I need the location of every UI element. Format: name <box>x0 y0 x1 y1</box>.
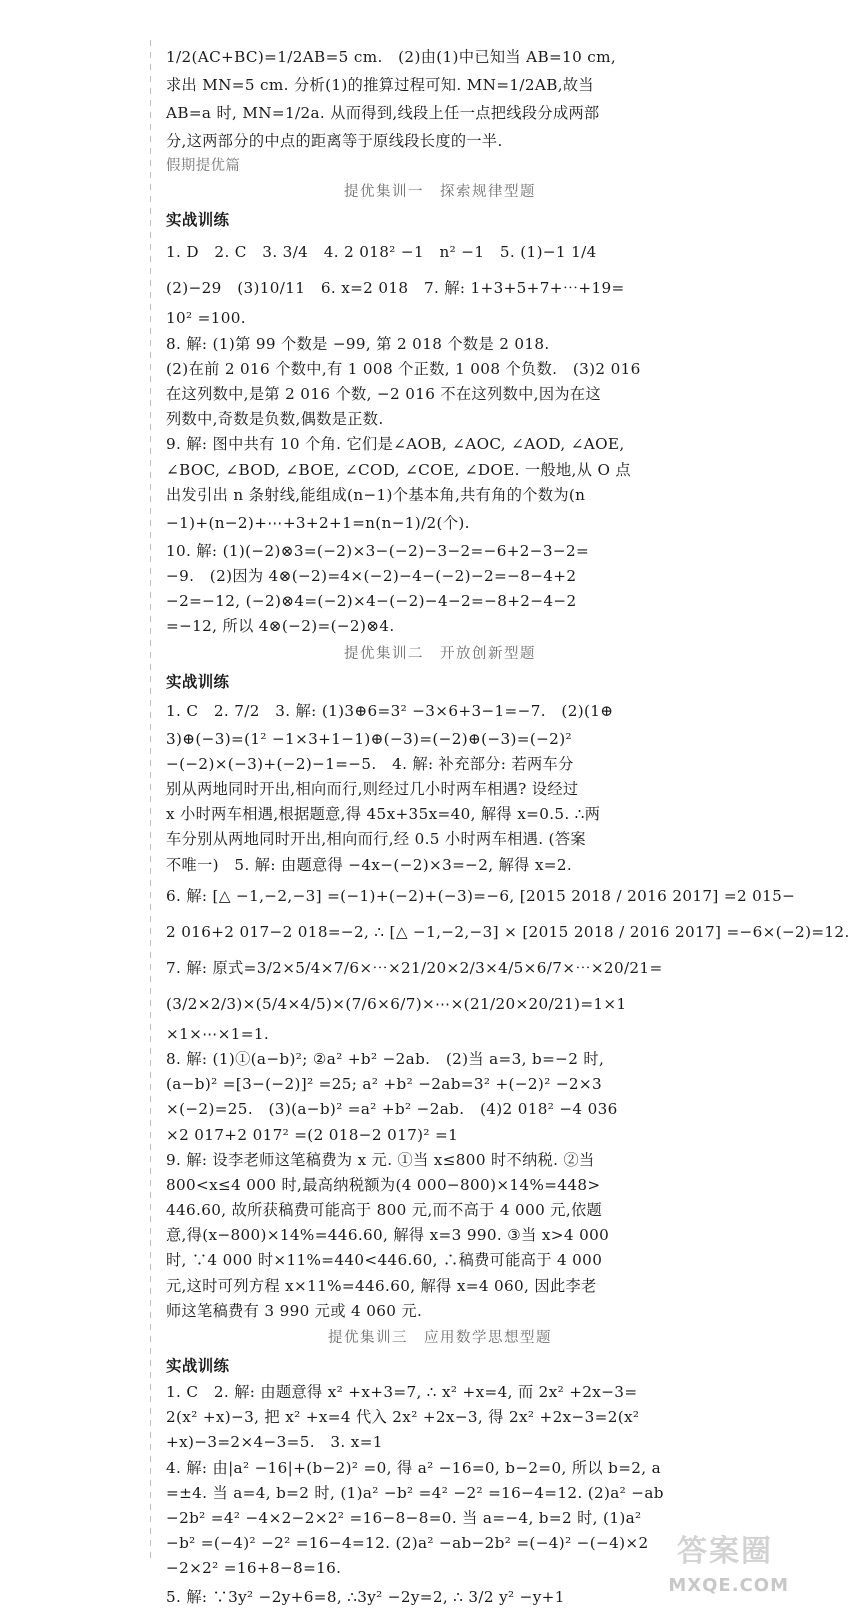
text-line: 别从两地同时开出,相向而行,则经过几小时两车相遇? 设经过 <box>166 780 579 798</box>
practice-heading-1: 实战训练 <box>166 211 230 230</box>
text-line: 8. 解: (1)①(a−b)²; ②a² +b² −2ab. (2)当 a=3, b=−2 时, <box>166 1049 605 1068</box>
text-line: 时, ∵4 000 时×11%=440<446.60, ∴稿费可能高于 4 000 <box>166 1251 603 1270</box>
text-line: 446.60, 故所获稿费可能高于 800 元,而不高于 4 000 元,依题 <box>166 1201 603 1220</box>
text-line: (2)在前 2 016 个数中,有 1 008 个正数, 1 008 个负数. (3)2 016 <box>166 359 641 378</box>
text-line: −2×2² =16+8−8=16. <box>166 1559 342 1578</box>
text-line: −b² =(−4)² −2² =16−4=12. (2)a² −ab−2b² =(−4)² −(−4)×2 <box>166 1534 649 1553</box>
text-line: 1. C 2. 7/2 3. 解: (1)3⊕6=3² −3×6+3−1=−7. (2)(1⊕ <box>166 701 614 720</box>
holiday-tag: 假期提优篇 <box>166 158 241 175</box>
practice-heading-2: 实战训练 <box>166 672 230 691</box>
text-line: 列数中,奇数是负数,偶数是正数. <box>166 410 384 429</box>
text-line: 1. D 2. C 3. 3/4 4. 2 018² −1 n² −1 5. (1)−1 1/4 <box>166 243 597 262</box>
text-line: 7. 解: 原式=3/2×5/4×7/6×⋯×21/20×2/3×4/5×6/7×⋯×20/21= <box>166 958 663 977</box>
text-line: 意,得(x−800)×14%=446.60, 解得 x=3 990. ③当 x>4 000 <box>166 1226 610 1245</box>
text-line: +x)−3=2×4−3=5. 3. x=1 <box>166 1433 383 1452</box>
practice-heading-3: 实战训练 <box>166 1357 230 1375</box>
section-1-answers <box>166 234 714 639</box>
section-title-2: 提优集训二 开放创新型题 <box>344 645 536 662</box>
text-line: 9. 解: 设李老师这笔稿费为 x 元. ①当 x≤800 时不纳税. ②当 <box>166 1150 595 1169</box>
text-line: ∠BOC, ∠BOD, ∠BOE, ∠COD, ∠COE, ∠DOE. 一般地,从 O 点 <box>166 460 631 479</box>
text-line: 8. 解: (1)第 99 个数是 −99, 第 2 018 个数是 2 018. <box>166 334 550 353</box>
text-line: −(−2)×(−3)+(−2)−1=−5. 4. 解: 补充部分: 若两车分 <box>166 754 574 773</box>
text-line: =±4. 当 a=4, b=2 时, (1)a² −b² =4² −2² =16−4=12. (2)a² −ab <box>166 1483 664 1502</box>
text-line: =−12, 所以 4⊗(−2)=(−2)⊗4. <box>166 617 395 636</box>
text-line: −2b² =4² −4×2−2×2² =16−8−8=0. 当 a=−4, b=2 时, (1)a² <box>166 1508 642 1527</box>
text-line: 10. 解: (1)(−2)⊗3=(−2)×3−(−2)−3−2=−6+2−3−2= <box>166 541 590 560</box>
watermark-logo: 答案圈 <box>677 1534 773 1569</box>
section-2-answers <box>166 696 850 1324</box>
text-line: 800<x≤4 000 时,最高纳税额为(4 000−800)×14%=448> <box>166 1175 601 1194</box>
top-continuation-block <box>166 42 714 154</box>
text-line: 1/2(AC+BC)=1/2AB=5 cm. (2)由(1)中已知当 AB=10 cm, <box>166 48 617 66</box>
text-line: 5. 解: ∵3y² −2y+6=8, ∴3y² −2y=2, ∴ 3/2 y² −y+1 <box>166 1587 565 1606</box>
text-line: 不唯一) 5. 解: 由题意得 −4x−(−2)×3=−2, 解得 x=2. <box>166 855 573 874</box>
text-line: 1. C 2. 解: 由题意得 x² +x+3=7, ∴ x² +x=4, 而 2x² +2x−3= <box>166 1383 638 1401</box>
text-line: 2 016+2 017−2 018=−2, ∴ [△ −1,−2,−3] × [2015 2018 / 2016 2017] =−6×(−2)=12. <box>166 922 850 941</box>
section-3-answers <box>166 1380 714 1613</box>
text-line: ×2 017+2 017² =(2 018−2 017)² =1 <box>166 1125 459 1144</box>
text-line: ×(−2)=25. (3)(a−b)² =a² +b² −2ab. (4)2 018² −4 036 <box>166 1100 618 1119</box>
text-line: 2(x² +x)−3, 把 x² +x=4 代入 2x² +2x−3, 得 2x² +2x−3=2(x² <box>166 1408 640 1427</box>
binding-gutter-line <box>150 40 151 1560</box>
text-line: (3/2×2/3)×(5/4×4/5)×(7/6×6/7)×⋯×(21/20×20/21)=1×1 <box>166 994 627 1013</box>
text-line: ×1×⋯×1=1. <box>166 1024 270 1043</box>
text-line: 分,这两部分的中点的距离等于原线段长度的一半. <box>166 132 503 151</box>
text-line: 3)⊕(−3)=(1² −1×3+1−1)⊕(−3)=(−2)⊕(−3)=(−2)² <box>166 729 572 748</box>
watermark-text: MXQE.COM <box>668 1575 789 1596</box>
text-line: 9. 解: 图中共有 10 个角. 它们是∠AOB, ∠AOC, ∠AOD, ∠AOE, <box>166 435 625 454</box>
text-line: 6. 解: [△ −1,−2,−3] =(−1)+(−2)+(−3)=−6, [2015 2018 / 2016 2017] =2 015− <box>166 886 796 905</box>
text-line: −9. (2)因为 4⊗(−2)=4×(−2)−4−(−2)−2=−8−4+2 <box>166 567 577 586</box>
text-line: 元,这时可列方程 x×11%=446.60, 解得 x=4 060, 因此李老 <box>166 1276 597 1295</box>
text-line: −2=−12, (−2)⊗4=(−2)×4−(−2)−4−2=−8+2−4−2 <box>166 592 577 611</box>
text-line: 出发引出 n 条射线,能组成(n−1)个基本角,共有角的个数为(n <box>166 485 586 504</box>
text-line: 在这列数中,是第 2 016 个数, −2 016 不在这列数中,因为在这 <box>166 384 601 403</box>
text-line: (2)−29 (3)10/11 6. x=2 018 7. 解: 1+3+5+7+⋯+19= <box>166 279 625 298</box>
text-line: x 小时两车相遇,根据题意,得 45x+35x=40, 解得 x=0.5. ∴两 <box>166 805 601 824</box>
text-line: AB=a 时, MN=1/2a. 从而得到,线段上任一点把线段分成两部 <box>166 104 600 123</box>
text-line: (a−b)² =[3−(−2)]² =25; a² +b² −2ab=3² +(−2)² −2×3 <box>166 1075 602 1094</box>
text-line: 师这笔稿费有 3 990 元或 4 060 元. <box>166 1301 423 1320</box>
text-line: 10² =100. <box>166 309 246 328</box>
text-line: 车分别从两地同时开出,相向而行,经 0.5 小时两车相遇. (答案 <box>166 830 586 849</box>
section-title-1: 提优集训一 探索规律型题 <box>344 184 536 201</box>
section-title-3: 提优集训三 应用数学思想型题 <box>328 1330 552 1346</box>
text-line: −1)+(n−2)+⋯+3+2+1=n(n−1)/2(个). <box>166 513 470 532</box>
text-line: 求出 MN=5 cm. 分析(1)的推算过程可知. MN=1/2AB,故当 <box>166 76 594 94</box>
text-line: 4. 解: 由|a² −16|+(b−2)² =0, 得 a² −16=0, b−2=0, 所以 b=2, a <box>166 1458 662 1477</box>
